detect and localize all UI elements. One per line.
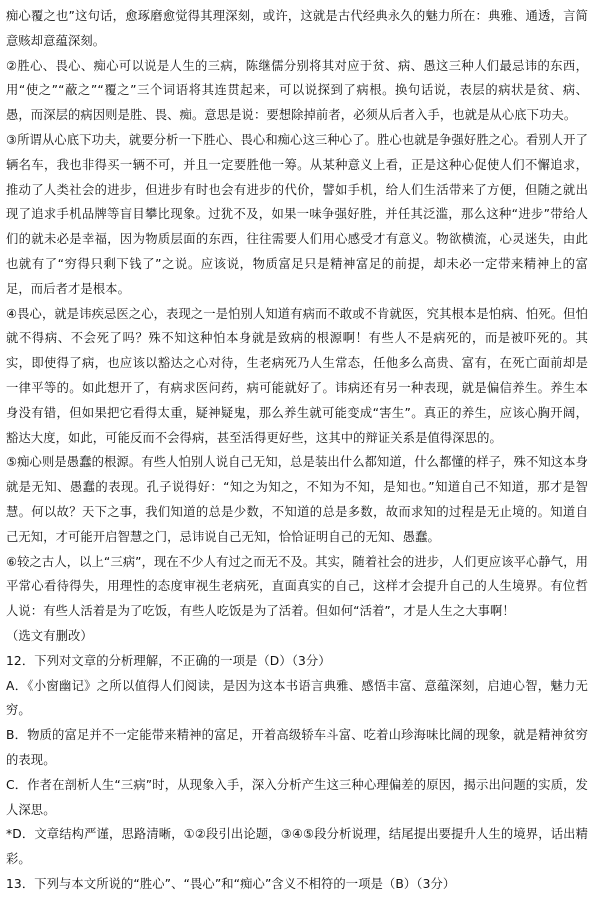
passage-intro: 痴心覆之也”这句话，愈琢磨愈觉得其理深刻，或许，这就是古代经典永久的魅力所在：典雅、通透，言简意赅却意蕴深刻。: [6, 9, 588, 48]
question-12-option-c: C．作者在剖析人生“三病”时，从现象入手，深入分析产生这三种心理偏差的原因，揭示出问题的实质，发人深思。: [6, 777, 588, 817]
question-12-option-a: A．《小窗幽记》之所以值得人们阅读，是因为这本书语言典雅、感悟丰富、意蕴深刻，启迪心智，魅力无穷。: [6, 678, 588, 718]
passage-paragraph-5: ⑤痴心则是愚蠢的根源。有些人怕别人说自己无知，总是装出什么都知道，什么都懂的样子，殊不知这本身就是无知、愚蠢的表现。孔子说得好：“知之为知之，不知为不知，是知也。”知道自己不知道，那才是智慧。何以故？天下之事，我们知道的总是少数，不知道的总是多数，故而求知的过程是无止境的。知道自己无知，才可能开启智慧之门，忌讳说自己无知，恰恰证明自己的无知、愚蠢。: [6, 455, 588, 544]
passage-paragraph-6: ⑥较之古人，以上“三病”，现在不少人有过之而无不及。其实，随着社会的进步，人们更应该平心静气，用平常心看待得失，用理性的态度审视生老病死，直面真实的自己，这样才会提升自己的人生境界。有位哲人说：有些人活着是为了吃饭，有些人吃饭是为了活着。但如何“活着”，才是人生之大事啊！: [6, 554, 588, 619]
question-12-stem: 12．下列对文章的分析理解，不正确的一项是（D）（3分）: [6, 653, 331, 668]
passage-paragraph-2: ②胜心、畏心、痴心可以说是人生的三病，陈继儒分别将其对应于贫、病、愚这三种人们最忌讳的东西，用“使之”“蔽之”“覆之”三个词语将其连贯起来，可以说探到了病根。换句话说，表层的病状是贫、病、愚，而深层的病因则是胜、畏、痴。意思是说：要想除掉前者，必须从后者入手，也就是从心底下功夫。: [6, 58, 588, 123]
question-12-option-d: *D．文章结构严谨，思路清晰，①②段引出论题，③④⑤段分析说理，结尾提出要提升人生的境界，话出精彩。: [6, 827, 588, 867]
question-13-stem: 13．下列与本文所说的“胜心”、“畏心”和“痴心”含义不相符的一项是（B）（3分）: [6, 876, 456, 891]
source-note: （选文有删改）: [6, 628, 93, 643]
passage-paragraph-3: ③所谓从心底下功夫，就要分析一下胜心、畏心和痴心这三种心了。胜心也就是争强好胜之心。看别人开了辆名车，我也非得买一辆不可，并且一定要胜他一筹。从某种意义上看，正是这种心促使人们不懈追求，推动了人类社会的进步，但进步有时也会有进步的代价，譬如手机，给人们生活带来了方便，但随之就出现了追求手机品牌等盲目攀比现象。过犹不及，如果一味争强好胜，并任其泛滥，那么这种“进步”带给人们的就未必是幸福，因为物质层面的东西，往往需要人们用心感受才有意义。物欲横流，心灵迷失，由此也就有了“穷得只剩下钱了”之说。应该说，物质富足只是精神富足的前提，却未必一定带来精神上的富足，而后者才是根本。: [6, 132, 588, 296]
passage-paragraph-4: ④畏心，就是讳疾忌医之心，表现之一是怕别人知道有病而不敢或不肯就医，究其根本是怕病、怕死。但怕就不得病、不会死了吗？殊不知这种怕本身就是致病的根源啊！有些人不是病死的，而是被吓死的。其实，即使得了病，也应该以豁达之心对待，生老病死乃人生常态，任他多么高贵、富有，在死亡面前却是一律平等的。如此想开了，有病求医问药，病可能就好了。讳病还有另一种表现，就是偏信养生。养生本身没有错，但如果把它看得太重，疑神疑鬼，那么养生就可能变成“害生”。真正的养生，应该心胸开阔，豁达大度，如此，可能反而不会得病，甚至活得更好些，这其中的辩证关系是值得深思的。: [6, 306, 588, 445]
question-12-option-b: B．物质的富足并不一定能带来精神的富足，开着高级轿车斗富、吃着山珍海味比阔的现象，就是精神贫穷的表现。: [6, 728, 588, 767]
